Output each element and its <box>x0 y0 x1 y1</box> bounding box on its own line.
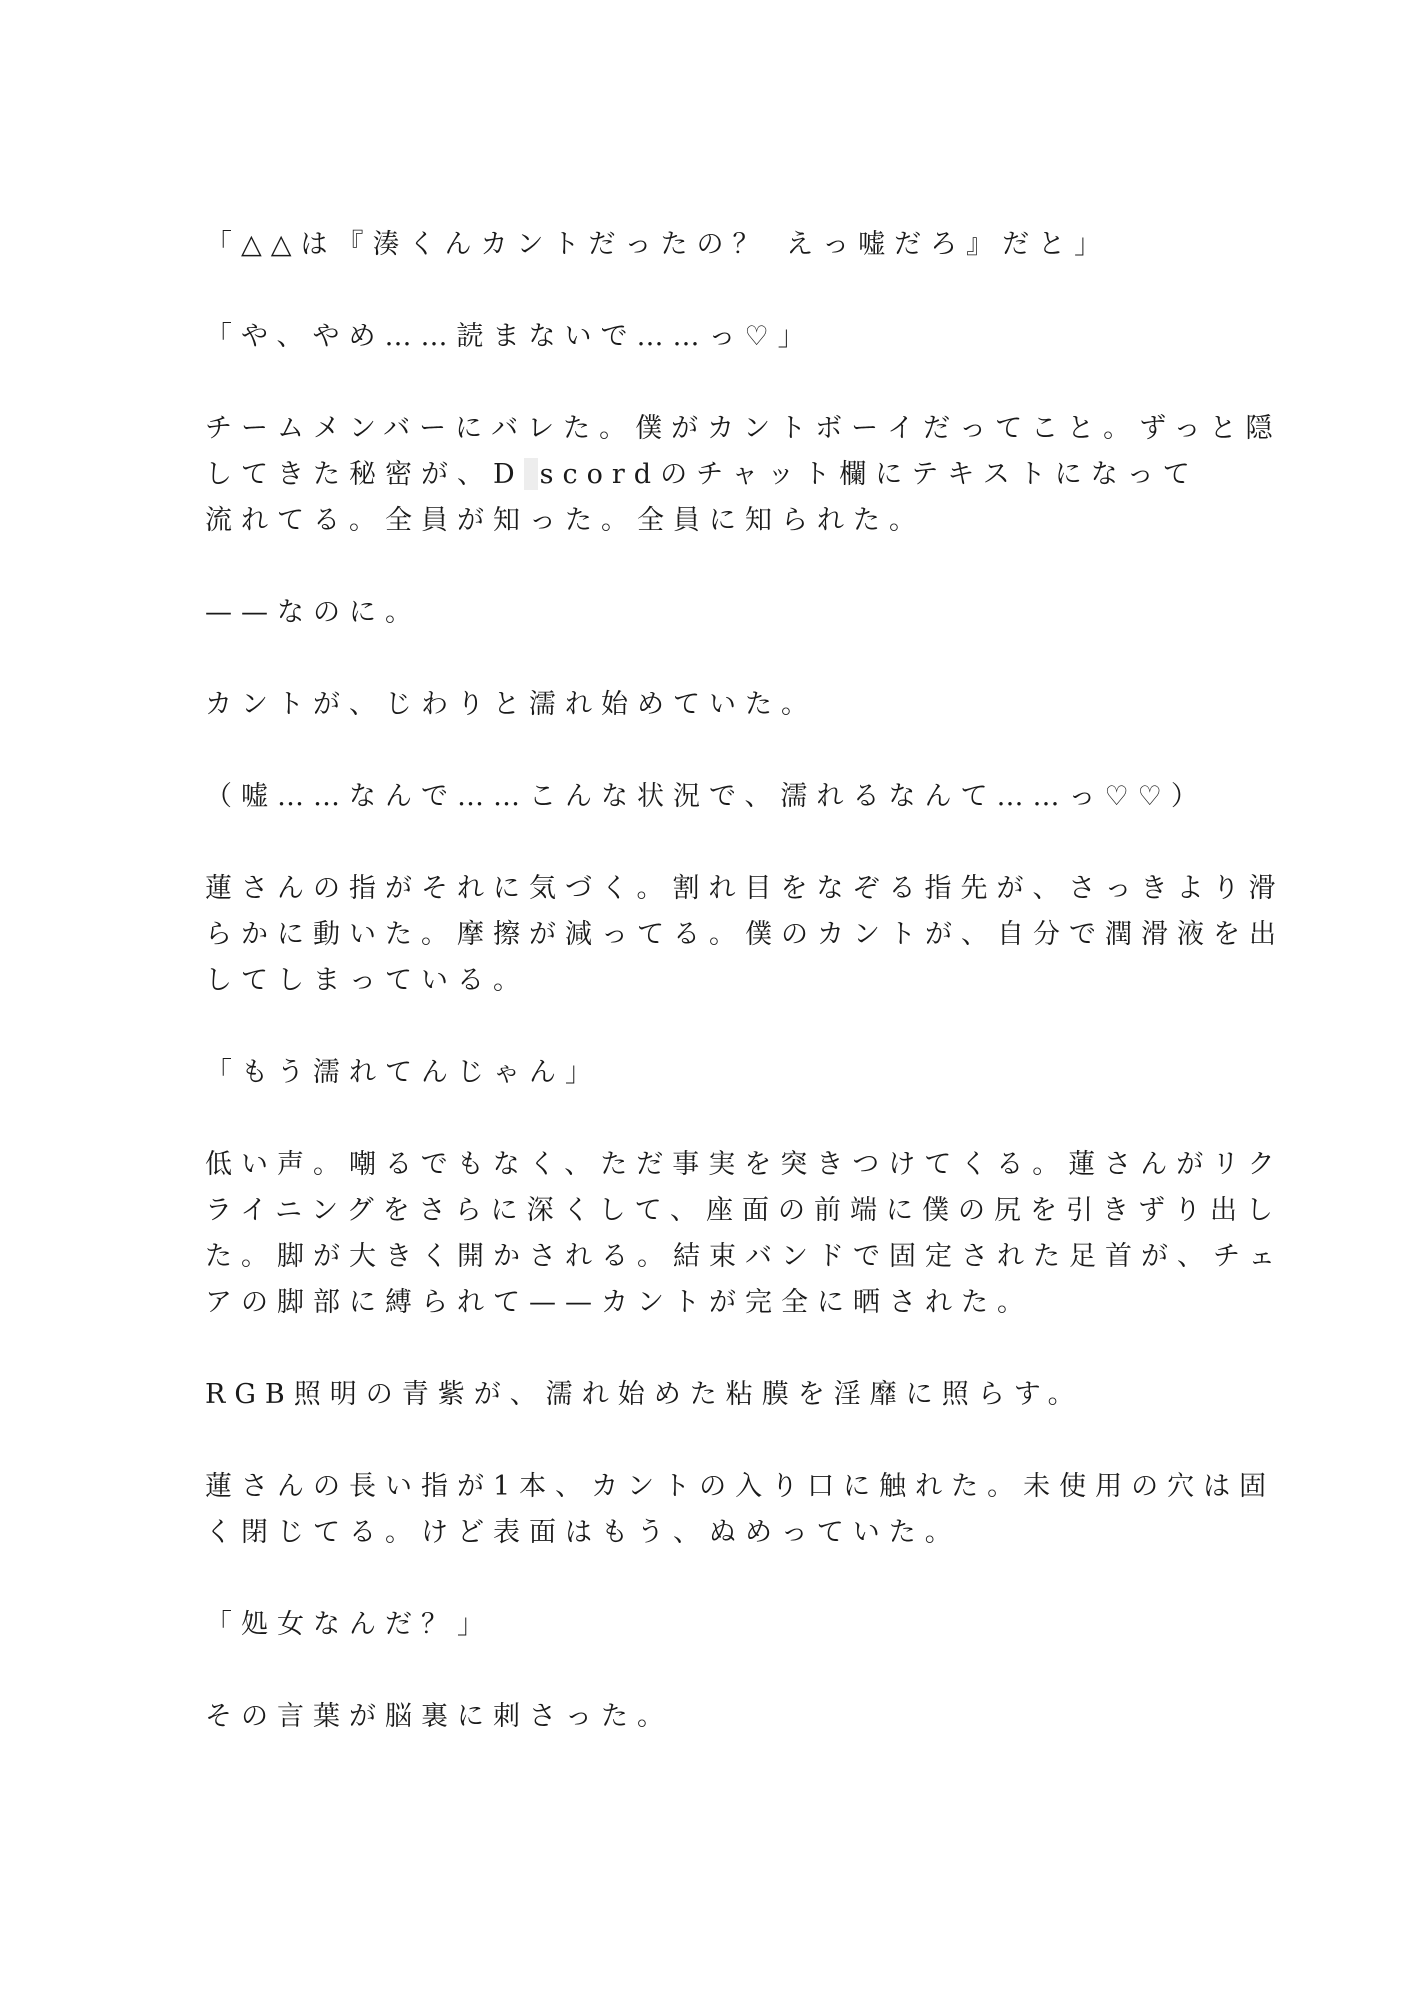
paragraph-line: してしまっている。 <box>205 965 529 996</box>
paragraph-gap <box>205 544 1190 590</box>
line-segment: してきた秘密が、D <box>205 459 524 490</box>
paragraph-line: カントが、じわりと濡れ始めていた。 <box>205 689 817 720</box>
paragraph-line: 「もう濡れてんじゃん」 <box>205 1057 601 1088</box>
paragraph-gap <box>205 728 1190 774</box>
paragraph-line <box>205 452 1199 498</box>
paragraph-gap <box>205 1648 1190 1694</box>
paragraph-line: た。脚が大きく開かされる。結束バンドで固定された足首が、チェ <box>205 1241 1285 1272</box>
paragraph-line: 蓮さんの長い指が1本、カントの入り口に触れた。未使用の穴は固 <box>205 1471 1276 1502</box>
paragraph-gap <box>205 1004 1190 1050</box>
paragraph-gap <box>205 636 1190 682</box>
paragraph-line: 流れてる。全員が知った。全員に知られた。 <box>205 505 925 536</box>
paragraph-line: RGB照明の青紫が、濡れ始めた粘膜を淫靡に照らす。 <box>205 1379 1084 1410</box>
line-segment: scordのチャット欄にテキストになって <box>539 459 1199 490</box>
paragraph-line: その言葉が脳裏に刺さった。 <box>205 1701 673 1732</box>
paragraph-gap <box>205 268 1190 314</box>
paragraph-gap <box>205 1326 1190 1372</box>
paragraph-line: らかに動いた。摩擦が減ってる。僕のカントが、自分で潤滑液を出 <box>205 919 1285 950</box>
paragraph-gap <box>205 1418 1190 1464</box>
paragraph-line: ——なのに。 <box>205 597 421 628</box>
paragraph-gap <box>205 820 1190 866</box>
paragraph-line: アの脚部に縛られて——カントが完全に晒された。 <box>205 1287 1033 1318</box>
paragraph-line: 低い声。嘲るでもなく、ただ事実を突きつけてくる。蓮さんがリク <box>205 1149 1284 1180</box>
paragraph-line: く閉じてる。けど表面はもう、ぬめっていた。 <box>205 1517 961 1548</box>
paragraph-gap <box>205 1096 1190 1142</box>
paragraph-line: 蓮さんの指がそれに気づく。割れ目をなぞる指先が、さっきより滑 <box>205 873 1285 904</box>
paragraph-line: 「△△は『湊くんカントだったの？ えっ嘘だろ』だと」 <box>205 229 1111 260</box>
paragraph-line: チームメンバーにバレた。僕がカントボーイだってこと。ずっと隠 <box>205 413 1282 444</box>
paragraph-line: ライニングをさらに深くして、座面の前端に僕の尻を引きずり出し <box>205 1195 1283 1226</box>
story-text <box>205 222 1285 1740</box>
paragraph-line: 「処女なんだ？」 <box>205 1609 493 1640</box>
paragraph-line: （嘘……なんで……こんな状況で、濡れるなんて……っ♡♡） <box>205 781 1207 812</box>
missing-glyph-box <box>524 458 538 490</box>
paragraph-line: 「や、やめ……読まないで……っ♡」 <box>205 321 814 352</box>
paragraph-gap <box>205 1556 1190 1602</box>
paragraph-gap <box>205 360 1190 406</box>
